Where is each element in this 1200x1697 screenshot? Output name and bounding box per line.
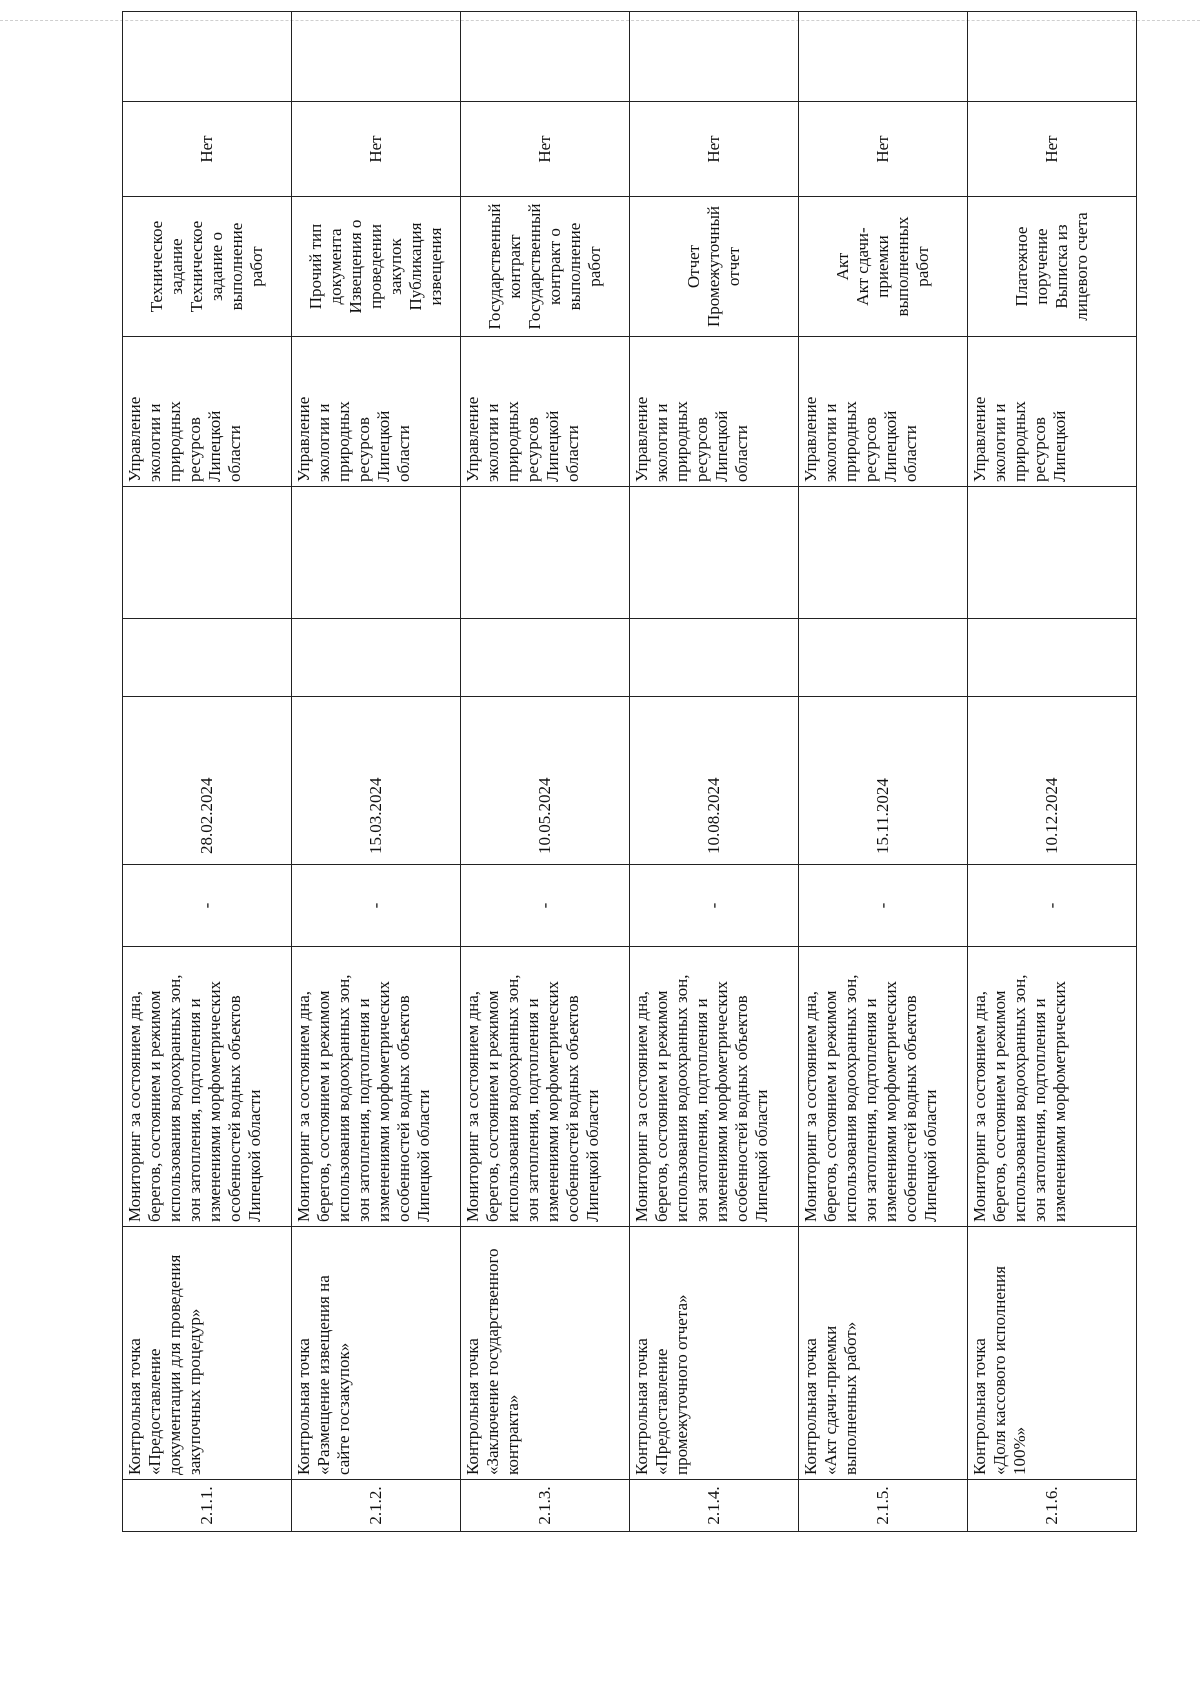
empty-cell [630, 487, 799, 619]
checkpoint-name: Контрольная точка «Заключение государственного контракта» [461, 1227, 630, 1480]
row-number: 2.1.3. [461, 1480, 630, 1532]
checkpoint-table [122, 11, 1137, 1532]
empty-cell [292, 487, 461, 619]
responsible-body: Управление экологии и природных ресурсов Липецкой [968, 337, 1137, 487]
document-type: Отчет Промежуточный отчет [630, 197, 799, 337]
empty-cell [292, 12, 461, 102]
responsible-body: Управление экологии и природных ресурсов Липецкой области [292, 337, 461, 487]
document-page [122, 112, 1200, 1525]
checkpoint-name: Контрольная точка «Размещение извещения на сайте госзакупок» [292, 1227, 461, 1480]
table-row [799, 12, 968, 1532]
end-date: 28.02.2024 [123, 697, 292, 865]
start-date: - [968, 865, 1137, 947]
result-description: Мониторинг за состоянием дна, берегов, состоянием и режимом использования водоохранных зон, зон затопления, подтопления и изменениями морфометрических особенностей водных объектов Липецкой области [123, 947, 292, 1227]
document-type: Прочий тип документа Извещения о проведении закупок Публикация извещения [292, 197, 461, 337]
responsible-body: Управление экологии и природных ресурсов Липецкой области [123, 337, 292, 487]
row-number: 2.1.1. [123, 1480, 292, 1532]
table-row [461, 12, 630, 1532]
empty-cell [799, 619, 968, 697]
result-description: Мониторинг за состоянием дна, берегов, состоянием и режимом использования водоохранных зон, зон затопления, подтопления и изменениями морфометрических особенностей водных объектов Липецкой области [292, 947, 461, 1227]
responsible-body: Управление экологии и природных ресурсов Липецкой области [461, 337, 630, 487]
start-date: - [123, 865, 292, 947]
result-description: Мониторинг за состоянием дна, берегов, состоянием и режимом использования водоохранных зон, зон затопления, подтопления и изменениями морфометрических [968, 947, 1137, 1227]
start-date: - [461, 865, 630, 947]
table-row [630, 12, 799, 1532]
result-description: Мониторинг за состоянием дна, берегов, состоянием и режимом использования водоохранных зон, зон затопления, подтопления и изменениями морфометрических особенностей водных объектов Липецкой области [461, 947, 630, 1227]
empty-cell [123, 619, 292, 697]
empty-cell [292, 619, 461, 697]
document-type: Платежное поручение Выписка из лицевого счета [968, 197, 1137, 337]
end-date: 10.08.2024 [630, 697, 799, 865]
table-row [968, 12, 1137, 1532]
start-date: - [292, 865, 461, 947]
rotated-table-container [122, 112, 1137, 1532]
document-type: Государственный контракт Государственный контракт о выполнение работ [461, 197, 630, 337]
empty-cell [123, 487, 292, 619]
empty-cell [123, 12, 292, 102]
responsible-body: Управление экологии и природных ресурсов Липецкой области [630, 337, 799, 487]
empty-cell [799, 487, 968, 619]
empty-cell [630, 619, 799, 697]
empty-cell [968, 12, 1137, 102]
checkpoint-name: Контрольная точка «Предоставление документации для проведения закупочных процедур» [123, 1227, 292, 1480]
empty-cell [461, 487, 630, 619]
end-date: 15.11.2024 [799, 697, 968, 865]
empty-cell [461, 12, 630, 102]
gis-flag: Нет [292, 102, 461, 197]
gis-flag: Нет [630, 102, 799, 197]
empty-cell [968, 487, 1137, 619]
checkpoint-name: Контрольная точка «Акт сдачи-приемки выполненных работ» [799, 1227, 968, 1480]
document-type: Акт Акт сдачи- приемки выполненных работ [799, 197, 968, 337]
end-date: 10.12.2024 [968, 697, 1137, 865]
result-description: Мониторинг за состоянием дна, берегов, состоянием и режимом использования водоохранных зон, зон затопления, подтопления и изменениями морфометрических особенностей водных объектов Липецкой области [799, 947, 968, 1227]
table-row [123, 12, 292, 1532]
empty-cell [799, 12, 968, 102]
start-date: - [630, 865, 799, 947]
end-date: 10.05.2024 [461, 697, 630, 865]
start-date: - [799, 865, 968, 947]
responsible-body: Управление экологии и природных ресурсов Липецкой области [799, 337, 968, 487]
gis-flag: Нет [123, 102, 292, 197]
end-date: 15.03.2024 [292, 697, 461, 865]
row-number: 2.1.2. [292, 1480, 461, 1532]
checkpoint-name: Контрольная точка «Доля кассового исполнения 100%» [968, 1227, 1137, 1480]
row-number: 2.1.4. [630, 1480, 799, 1532]
result-description: Мониторинг за состоянием дна, берегов, состоянием и режимом использования водоохранных зон, зон затопления, подтопления и изменениями морфометрических особенностей водных объектов Липецкой области [630, 947, 799, 1227]
gis-flag: Нет [461, 102, 630, 197]
document-type: Техническое задание Техническое задание о выполнение работ [123, 197, 292, 337]
row-number: 2.1.6. [968, 1480, 1137, 1532]
gis-flag: Нет [799, 102, 968, 197]
empty-cell [630, 12, 799, 102]
gis-flag: Нет [968, 102, 1137, 197]
checkpoint-name: Контрольная точка «Предоставление промежуточного отчета» [630, 1227, 799, 1480]
empty-cell [461, 619, 630, 697]
table-row [292, 12, 461, 1532]
row-number: 2.1.5. [799, 1480, 968, 1532]
empty-cell [968, 619, 1137, 697]
